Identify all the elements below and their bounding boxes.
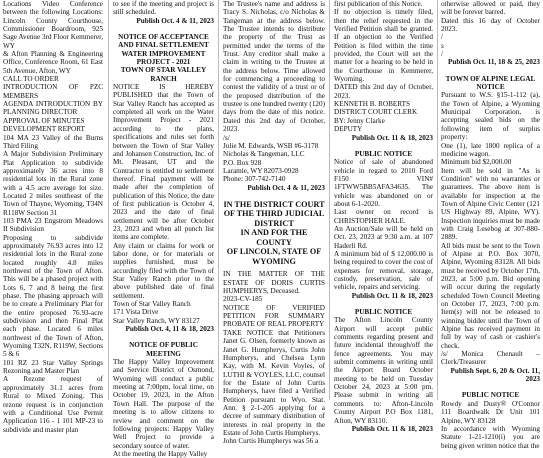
signature-line: KENNETH B. ROBERTS [334, 100, 411, 109]
court-heading: DISTRICT [254, 218, 294, 228]
signature-line: Nicholas & Tangeman, LLC [223, 150, 305, 159]
notice-continuation: first publication of this Notice. [334, 0, 423, 8]
court-heading: IN AND FOR THE COUNTY [240, 228, 308, 247]
signature-line: Julie M. Edwards, WSB #6-3178 [223, 141, 319, 150]
court-heading: OF THE THIRD JUDICIAL [223, 209, 325, 219]
agenda-item-title: 101 RZ 23 Star Valley Springs Rezoning and Master Plan [3, 358, 103, 376]
publish-dates: Publish Oct. 11 & 18, 2023 [351, 133, 433, 142]
notice-body: A minimum bid of $ 12,000.00 is being required to cover the cost of expenses for removal, storage, custody, preservation, sale of vehicle, repairs and servicing. [334, 249, 433, 292]
signature-line: Town of Star Valley Ranch [113, 300, 191, 309]
column-4 [329, 0, 437, 433]
column-2 [108, 0, 218, 458]
notice-body: Any claim or claims for work or labor done, or for materials or supplies furnished, must be accordingly filed with the Town of Star Valley Ranch prior to the above published date of final settlement. [113, 241, 214, 300]
notice-heading: NOTICE OF ACCEPTANCE AND FINAL SETTLEMENT [118, 33, 209, 50]
court-heading: WYOMING [252, 256, 296, 266]
meeting-locations-afton: & Afton Planning & Engineering Office, Conference Room, 61 East 5th Avenue, Afton, WY [3, 50, 103, 75]
notice-body: An Auction/Sale will be held on Oct. 23, 2023 at 9:30 a.m. at 107 Haderli Rd. [334, 224, 433, 250]
signature-line: DISTRICT COURT CLERK [334, 108, 418, 117]
signature-line: / [441, 50, 443, 59]
notice-body: Rowdy and Dusty® O'Connor 111 Boardwalk Dr Unit 101 Alpine, WY 83128 [441, 399, 540, 425]
notice-body: All bids must be sent to the Town of Alpine at P.O. Box 3070, Alpine, Wyoming 83128. All bids must be received by October 17th, 2023, at 5:00 p.m. Bid opening will occur during the regularly scheduled Town Council Meeting on October 17, 2023, 7:00 p.m. Item(s) will not be released to winning bidder until the Town of Alpine has received payment in full by way of cash or cashier's check. [441, 241, 540, 350]
case-caption: IN THE MATTER OF THE ESTATE OF DORIS CURTIS HUMPHERYS, Deceased. [223, 270, 325, 296]
notice-heading: PUBLIC NOTICE [461, 391, 520, 400]
meeting-locations: Locations Video Conference between the following Locations: Lincoln County Courthouse, Commissioner Boardroom, 925 Sage Avenue 3rd Floor Kemmerer, WY [3, 0, 103, 50]
notice-heading: WATER IMPROVEMENT PROJECT - 2021 [121, 49, 206, 67]
publish-dates: Publish Oct. 11 & 18, 2023 [351, 424, 433, 433]
dated-line: Dated this 16 day of October 2023. [441, 16, 540, 34]
agenda-item: INTRODUCTION OF PZC MEMBERS [3, 83, 103, 100]
court-heading: IN THE DISTRICT COURT [223, 199, 325, 209]
signature-line: Laramie, WY 82073-0928 [223, 166, 299, 175]
notice-body: Notice of sale of abandoned vehicle in regard to 2010 Ford F150 VIN# 1FTWW5BB5AFA34635. The vehicle was abandoned on or about 6-1-2020. [334, 158, 433, 208]
publish-dates: Publish Sept. 6, 20 & Oct. 11, 2023 [450, 366, 540, 384]
signature-line: BY: Jenny Clarke [334, 116, 385, 125]
notice-continuation: otherwise allowed or paid, they will be forever barred. [441, 0, 540, 17]
dated-line: DATED this 2nd day of October, 2023. [334, 83, 433, 100]
agenda-item: CALL TO ORDER [3, 75, 59, 84]
agenda-item-body: Proposing to subdivide approximately 76.93 acres into 12 residential lots in the Rural zone located roughly 4.8 miles northwest of the Town of Afton. This will be a phased project with Lots 6, 7 and 8 being the first phase. The phasing approach will be to create a Preliminary Plat for the entire proposed 76.93-acre subdivision and then Final Plat each phase. Located 6 miles northwest of the Town of Afton, Wyoming T32N, R119W, Sections 5 & 6 [3, 233, 103, 359]
notice-heading: NOTICE OF PUBLIC MEETING [129, 341, 198, 358]
signature-line: / [441, 33, 443, 42]
publish-dates: Publish Oct. 4 & 11, 2023 [136, 16, 214, 25]
notice-body: The Afton Lincoln County Airport will accept public comments regarding present and future incidental through/off the fence agreements. You may submit comments in writing until the Airport Board October meeting to be held on Tuesday October 24, 2023 at 5:00 pm. Please submit in writing all comments to: Afton-Lincoln County Airport P.O Box 1181, Afton, WY 83110. [334, 316, 433, 425]
agenda-item-body: A Rezone request of approximately 31.1 acres from Rural to Mixed Zoning. This rezone request is in conjunction with a Conditional Use Permit Application 116 - 1 101 MP-23 to subdivide and master plan [3, 375, 103, 434]
column-3 [218, 0, 329, 446]
publish-dates: Publish Oct. 11, 18 & 25, 2023 [447, 58, 540, 67]
notice-body: Pursuant to W.S. §15-1-112 (a), the Town of Alpine, a Wyoming Municipal Corporation, is accepting sealed bids on the following item of surplus property: [441, 91, 540, 142]
notice-body: At the meeting the Happy Valley [113, 449, 208, 458]
signature-line: DEPUTY [334, 125, 363, 134]
notice-heading: NOTICE [476, 83, 505, 92]
notice-body: NOTICE IS HEREBY PUBLISHED that the Town of Star Valley Ranch has accepted as completed all work on the Water Improvement Project - 2021 according to the plans, specifications and rules set forth between the Town of Star Valley and Johansen Construction, Inc. of Mt. Pleasant, UT and the Contractor is entitled to settlement thereof. Final payment will be made after the completion of publication of this Notice, the date of first publication is October 4, 2023 and the date of final settlement will be after October 23, 2023 and when all punch list items are complete. [113, 83, 214, 242]
signature-line: s [441, 41, 444, 50]
notice-continuation: The Trustee's name and address is Tracy S. Nicholas, c/o Nicholas & Tangeman at the address below. The Trustee intends to distribute the property of the Trust as permitted under the terms of the Trust. Any creditor shall make a claim in writing to the Trustee at the address below. Time allowed for commencing a proceeding to contest the validity of a trust or of the proposed distribution of the trustee is one hundred twenty (120) days from the date of this notice. Dated this 2nd day of October, 2023. [223, 0, 325, 134]
column-5 [437, 0, 543, 450]
signature-line: Phone: 307-742-7140 [223, 175, 286, 184]
notice-heading: PUBLIC NOTICE [354, 308, 413, 317]
signature-line: /s/ [223, 133, 230, 142]
agenda-item-body: A Major Subdivision Preliminary Plat Application to subdivide approximately 36 acres into 8 residential lots in the Rural zone with a 4.5 acre average lot size. Located 2 miles southeast of the Town of Thayne, Wyoming, T34N R118W Section 31 [3, 150, 103, 217]
agenda-item: AGENDA INTRODUCTION BY PLANNING DIRECTOR [3, 100, 103, 117]
court-heading: OF LINCOLN, STATE OF [226, 247, 322, 257]
notice-body: If no objection is timely filed, then the relief requested in the Verified Petition shall be granted. If an objection to the Verified Petition is filed within the time provided, the Court will set the matter for a hearing to be held in the Courthouse in Kemmerer, Wyoming. [334, 8, 433, 84]
notice-body: In accordance with Wyoming Statute 1-21-1210(i) you are being given written notice that the [441, 424, 540, 450]
notice-body: TAKE NOTICE that Petitioners Janet G. Olsen, formerly known as Janet G. Humpherys, Curtis John Humpherys, and Chelsea Lynn Kay, with M. Kevin Voyles, of LUTHI & VOYLES, LLC, counsel for the Estate of John Curtis Humpherys, have filed a Verified Petition pursuant to Wyo. Stat. Ann. § 2-1-205 applying for a decree of summary distribution of interests in real property in the Estate of John Curtis Humpherys. [223, 328, 325, 437]
agenda-item-title: 103 PMA 23 Engstrom Meadows II Subdivision [3, 216, 103, 234]
notice-body: The Happy Valley Improvement and Service District of Osmond, Wyoming will conduct a public meeting at 7:00pm, local time, on October 19, 2023, in the Afton Town Hall. The purpose of the meeting is to allow citizens to review and comment on the following projects: Happy Valley Well Project to provide a secondary source of water. [113, 358, 214, 450]
notice-heading: PUBLIC NOTICE [354, 149, 413, 158]
notice-body: Last owner on record is CHRISTOPHER HALE. [334, 208, 433, 225]
case-number: 2023-CV-185 [223, 295, 263, 304]
notice-heading: TOWN OF ALPINE LEGAL [445, 74, 536, 83]
notice-heading: TOWN OF STAR VALLEY RANCH [120, 66, 207, 83]
publish-dates: Publish Oct. 4, 11 & 18, 2023 [125, 325, 214, 334]
agenda-item: DEVELOPMENT REPORT [3, 125, 85, 134]
notice-body: Minimum bid $2,000.00 [441, 158, 512, 167]
notice-body: Item will be sold in "As is Condition" with no warranties or guarantees. The above item is available for inspection at the Town of Alpine Civic Center (121 US Highway 89, Alpine, WY). Inspection inquiries must be made with Craig Lesebog at 307-880-2889. [441, 166, 540, 242]
publish-dates: Publish Oct. 11 & 18, 2023 [351, 291, 433, 300]
publish-dates: Publish Oct. 4 & 11, 2023 [247, 183, 325, 192]
notice-body: One (1), late 1800 replica of a medicine wagon. [441, 141, 540, 158]
notice-title: NOTICE OF VERIFIED PETITION FOR SUMMARY PROBATE OF REAL PROPERTY [223, 303, 325, 329]
agenda-item: APPROVAL OF MINUTES [3, 116, 85, 125]
signature-line: /s/ Monica Chenault – Clerk/Treasurer [441, 350, 540, 367]
signature-line: Star Valley Ranch, WY 83127 [113, 316, 200, 325]
agenda-item-title: 104 MA 23 Valley of the Burns Third Filing [3, 133, 103, 150]
notice-continuation: to see if the meeting and project is still scheduled. [113, 0, 214, 17]
signature-line: P.O. Box 928 [223, 158, 262, 167]
column-1 [0, 0, 106, 434]
signature-line: 171 Vista Drive [113, 308, 159, 317]
notice-body: John Curtis Humpherys was 56 a [223, 437, 319, 446]
